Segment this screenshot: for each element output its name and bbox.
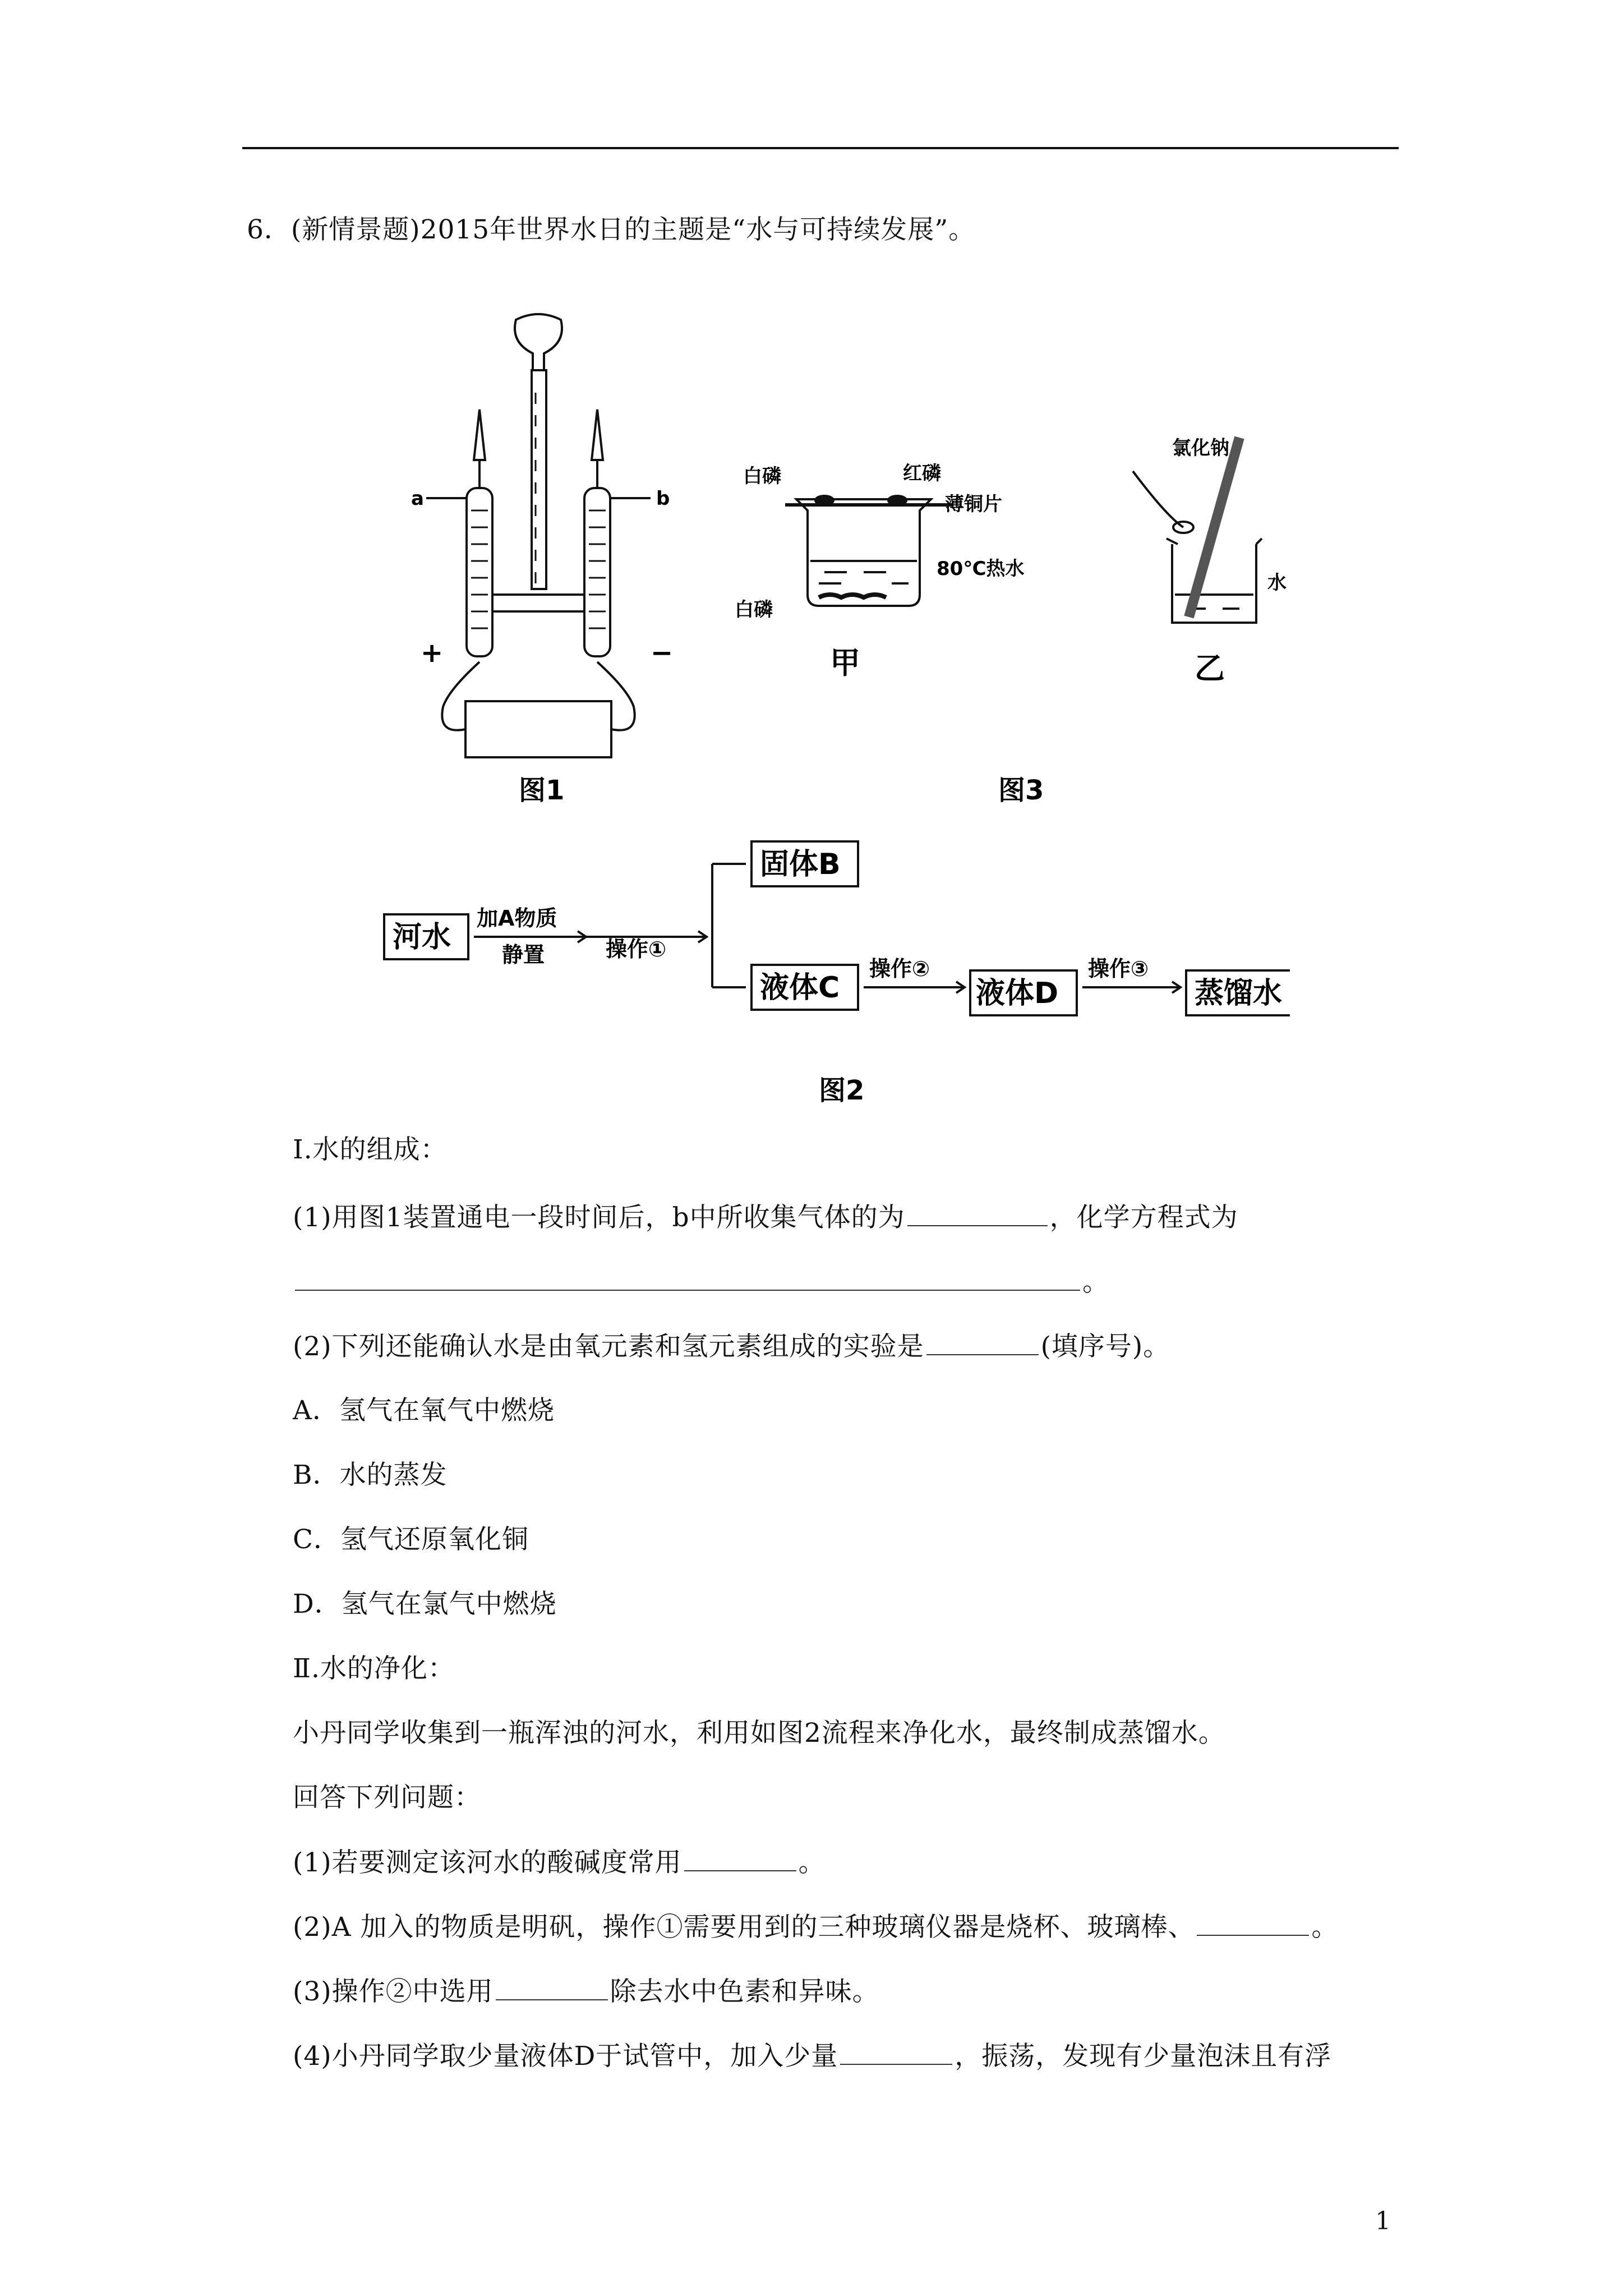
option-a: A．氢气在氧气中燃烧	[293, 1395, 555, 1426]
answer-blank[interactable]	[1197, 1910, 1309, 1936]
electrolysis-apparatus	[426, 314, 651, 757]
label-white-p-bottom: 白磷	[735, 599, 773, 621]
label-op1: 操作①	[606, 937, 667, 961]
section1-q2: (2)下列还能确认水是由氧元素和氢元素组成的实验是 (填序号)。	[293, 1329, 1170, 1364]
label-op3: 操作③	[1088, 956, 1149, 981]
answer-blank[interactable]	[684, 1846, 796, 1871]
box-distilled: 蒸馏水	[1195, 977, 1283, 1010]
label-settle: 静置	[502, 942, 545, 967]
answer-blank[interactable]	[496, 1975, 608, 2000]
label-red-p: 红磷	[903, 462, 941, 485]
section2-q4: (4)小丹同学取少量液体D于试管中，加入少量 ，振荡，发现有少量泡沫且有浮	[293, 2039, 1331, 2073]
label-white-p-top: 白磷	[743, 465, 781, 487]
option-c: C．氢气还原氧化铜	[293, 1524, 529, 1555]
label-hot-water: 80℃热水	[937, 558, 1025, 580]
fig1-caption: 图1	[519, 775, 565, 806]
label-yi: 乙	[1195, 651, 1225, 686]
phosphorus-beaker	[785, 496, 953, 606]
answer-blank[interactable]	[295, 1265, 1080, 1291]
box-river: 河水	[393, 921, 451, 954]
answer-blank[interactable]	[907, 1200, 1048, 1226]
fig2-caption: 图2	[819, 1075, 865, 1106]
figures-area	[336, 303, 1290, 1133]
label-copper: 薄铜片	[945, 493, 1002, 516]
section1-q1-line2: 。	[293, 1265, 1109, 1299]
label-plus: +	[421, 637, 444, 669]
section1-heading: Ⅰ.水的组成：	[293, 1134, 448, 1165]
option-b: B．水的蒸发	[293, 1460, 448, 1490]
box-liquid-c: 液体C	[760, 971, 840, 1005]
fig3-caption: 图3	[998, 775, 1044, 806]
header-rule	[242, 147, 1399, 149]
box-solid-b: 固体B	[760, 848, 841, 881]
label-a: a	[411, 487, 424, 510]
question-title: 6．(新情景题)2015年世界水日的主题是“水与可持续发展”。	[247, 214, 976, 245]
label-op2: 操作②	[869, 956, 930, 981]
label-water: 水	[1267, 572, 1287, 594]
section2-q3: (3)操作②中选用 除去水中色素和异味。	[293, 1975, 879, 2009]
label-nacl: 氯化钠	[1172, 437, 1229, 459]
box-liquid-d: 液体D	[976, 977, 1059, 1010]
label-add-a: 加A物质	[477, 906, 557, 931]
option-d: D．氢气在氯气中燃烧	[293, 1589, 557, 1619]
label-jia: 甲	[830, 645, 860, 680]
label-minus: −	[651, 637, 674, 669]
answer-blank[interactable]	[926, 1329, 1039, 1355]
section2-q1: (1)若要测定该河水的酸碱度常用 。	[293, 1846, 826, 1880]
section2-q2: (2)A 加入的物质是明矾，操作①需要用到的三种玻璃仪器是烧杯、玻璃棒、 。	[293, 1910, 1338, 1944]
answer-blank[interactable]	[840, 2039, 952, 2065]
dissolving-beaker	[1133, 438, 1262, 623]
section2-heading: Ⅱ.水的净化：	[293, 1653, 455, 1684]
section2-intro: 小丹同学收集到一瓶浑浊的河水，利用如图2流程来净化水，最终制成蒸馏水。	[293, 1718, 1225, 1749]
page-number: 1	[1375, 2207, 1391, 2235]
section2-prompt: 回答下列问题：	[293, 1782, 481, 1813]
label-b: b	[656, 487, 670, 510]
section1-q1: (1)用图1装置通电一段时间后，b中所收集气体的为 ，化学方程式为	[293, 1200, 1238, 1235]
